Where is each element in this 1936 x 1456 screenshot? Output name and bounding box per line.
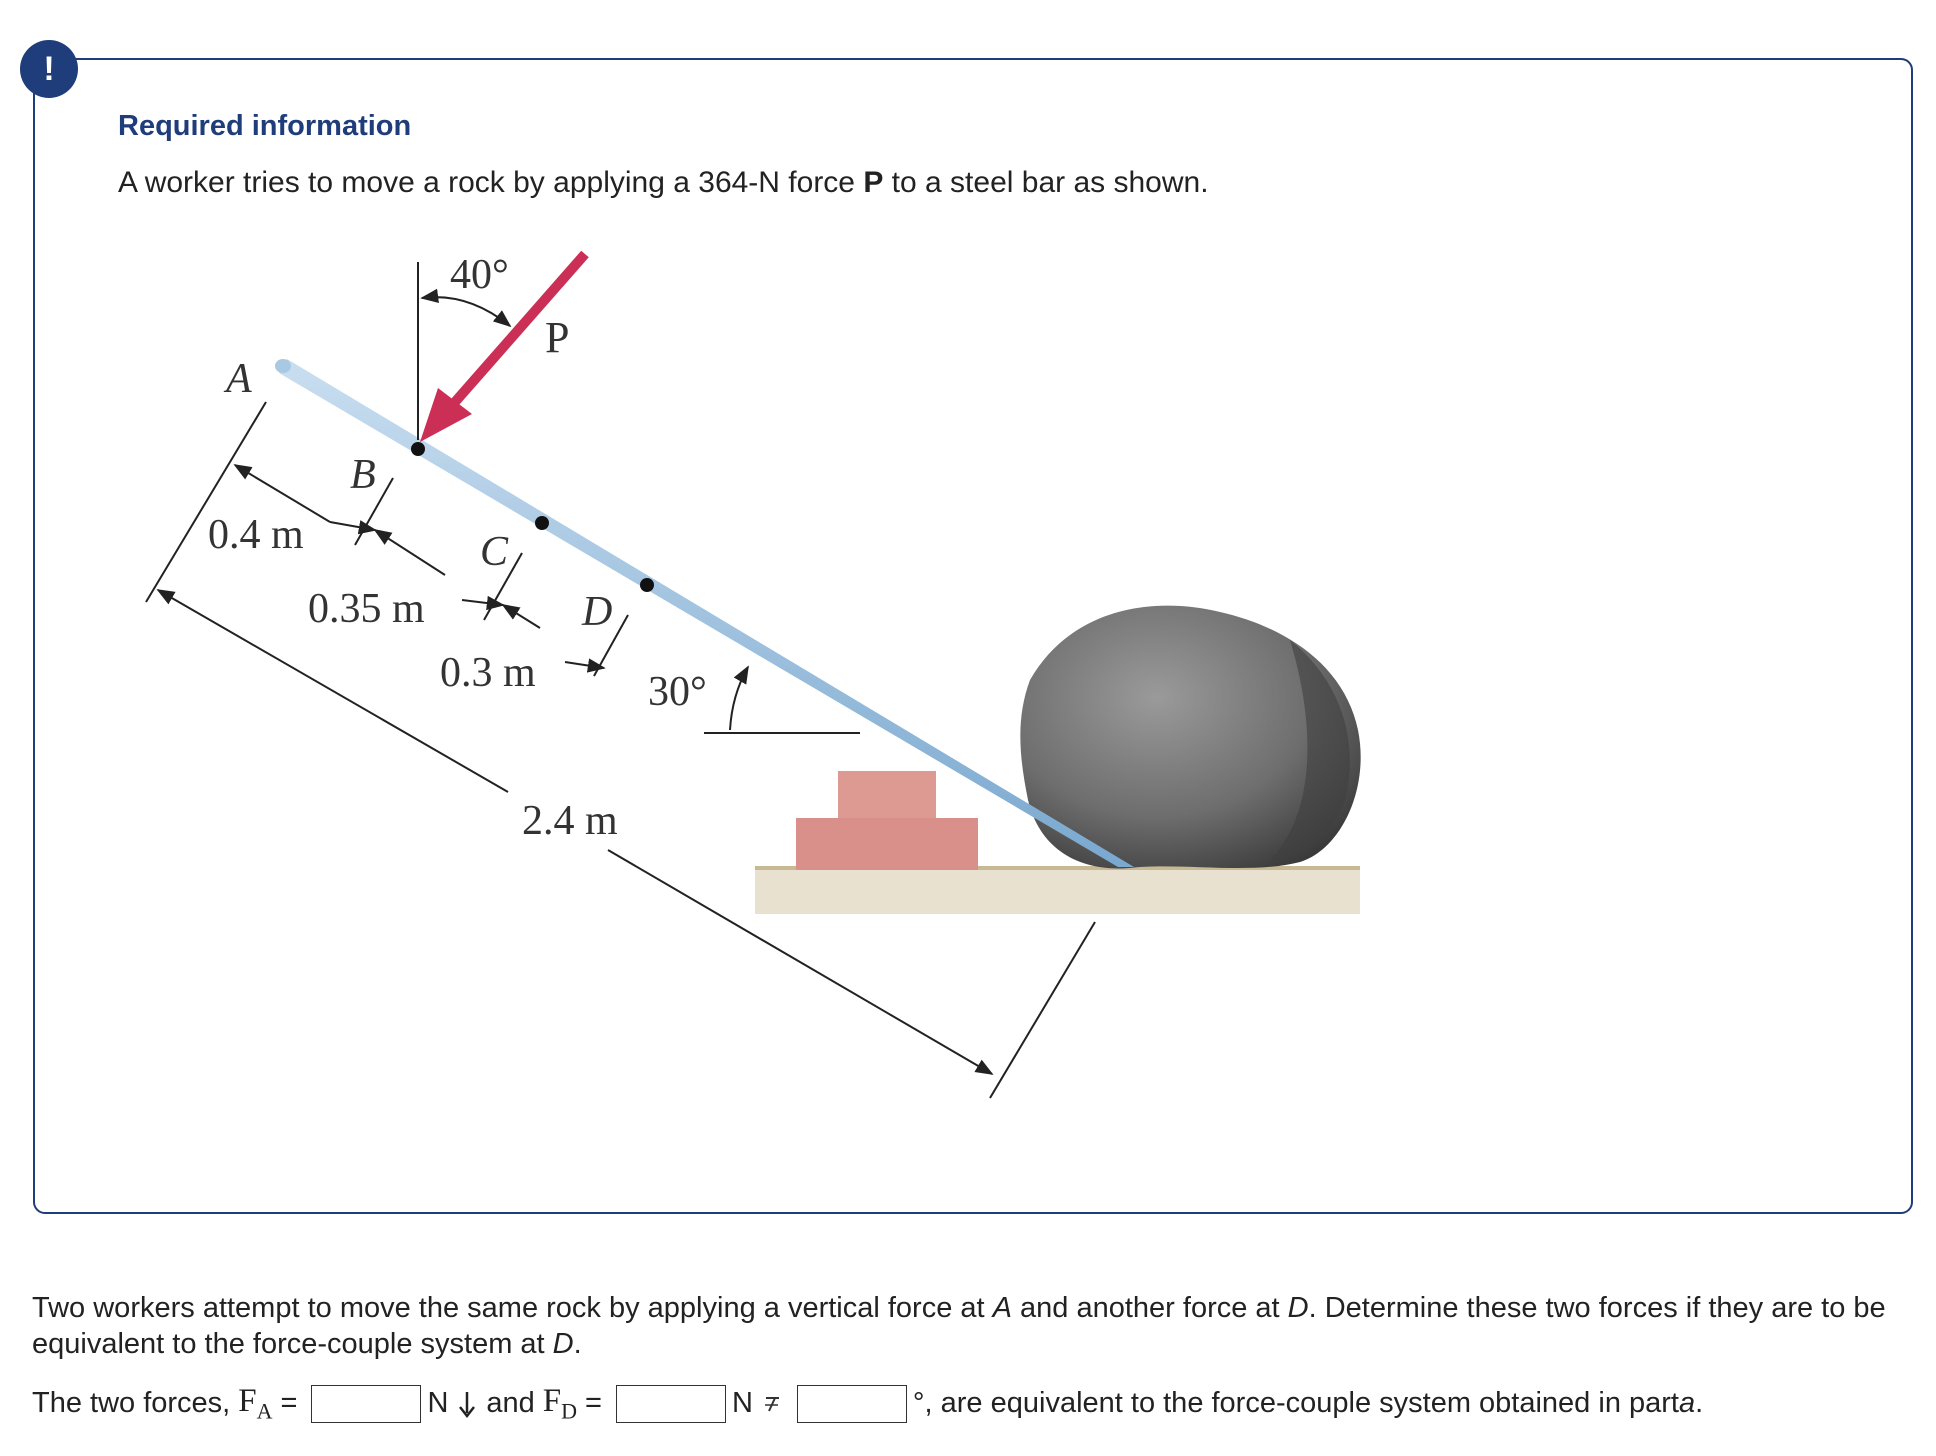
- force-p-label: P: [545, 313, 570, 362]
- dim-ab-label: 0.4 m: [208, 512, 304, 558]
- answer-row: [32, 1383, 1703, 1425]
- answer-suffix: , are equivalent to the force-couple system obtained in part: [924, 1387, 1679, 1420]
- point-c-dot: [535, 516, 549, 530]
- answer-prefix: The two forces,: [32, 1387, 231, 1420]
- angle-40-arc: [422, 297, 510, 326]
- fd-equals: =: [585, 1387, 602, 1420]
- ext-line-end: [990, 922, 1095, 1098]
- point-d-label: D: [582, 589, 613, 635]
- alert-badge: [20, 40, 78, 98]
- fa-symbol: $F_A$: [238, 1383, 273, 1424]
- dim-cd-label: 0.3 m: [440, 650, 536, 696]
- dim-line-bc-2: [462, 600, 503, 605]
- bar-end-a: [275, 359, 291, 373]
- fa-input[interactable]: [311, 1385, 421, 1423]
- angle-direction-icon: [761, 1389, 783, 1419]
- degree-symbol: °: [912, 1387, 925, 1420]
- part-label: a: [1678, 1387, 1696, 1420]
- point-d-dot: [640, 578, 654, 592]
- info-text: A worker tries to move a rock by applying a 364-N force P to a steel bar as shown.: [118, 166, 1209, 199]
- point-c-label: C: [480, 529, 509, 575]
- dim-bc-label: 0.35 m: [308, 586, 425, 632]
- ext-line-a: [146, 402, 266, 602]
- down-arrow-icon: [456, 1389, 478, 1419]
- dim-line-cd-2: [565, 662, 604, 668]
- point-a-label: A: [226, 356, 252, 402]
- angle-30-arc: [730, 667, 748, 730]
- alert-icon: !: [43, 50, 55, 88]
- dim-line-cd: [503, 605, 540, 628]
- info-title: Required information: [118, 110, 412, 142]
- dim-line-bc: [375, 530, 445, 575]
- angle-40-label: 40°: [450, 252, 509, 298]
- block-top: [838, 771, 936, 818]
- fd-input[interactable]: [616, 1385, 726, 1423]
- point-b-label: B: [350, 452, 376, 498]
- question-text: Two workers attempt to move the same rock by applying a vertical force at A and another force at D. Determine these two forces if they are to be equivalent to the force-couple system at D.: [32, 1292, 1886, 1360]
- answer-suffix-end: .: [1695, 1387, 1704, 1420]
- fa-unit: N: [427, 1387, 449, 1420]
- force-p-bold: P: [863, 166, 884, 199]
- fa-equals: =: [280, 1387, 298, 1420]
- block-base: [796, 818, 978, 870]
- angle-30-label: 30°: [648, 669, 707, 715]
- point-b-dot: [411, 442, 425, 456]
- fd-symbol: $F_D$: [542, 1383, 578, 1424]
- dim-total-label: 2.4 m: [522, 798, 618, 844]
- ground-slab: [755, 868, 1360, 914]
- fd-unit: N: [731, 1387, 753, 1420]
- and-text: and: [486, 1387, 535, 1420]
- angle-input[interactable]: [797, 1385, 907, 1423]
